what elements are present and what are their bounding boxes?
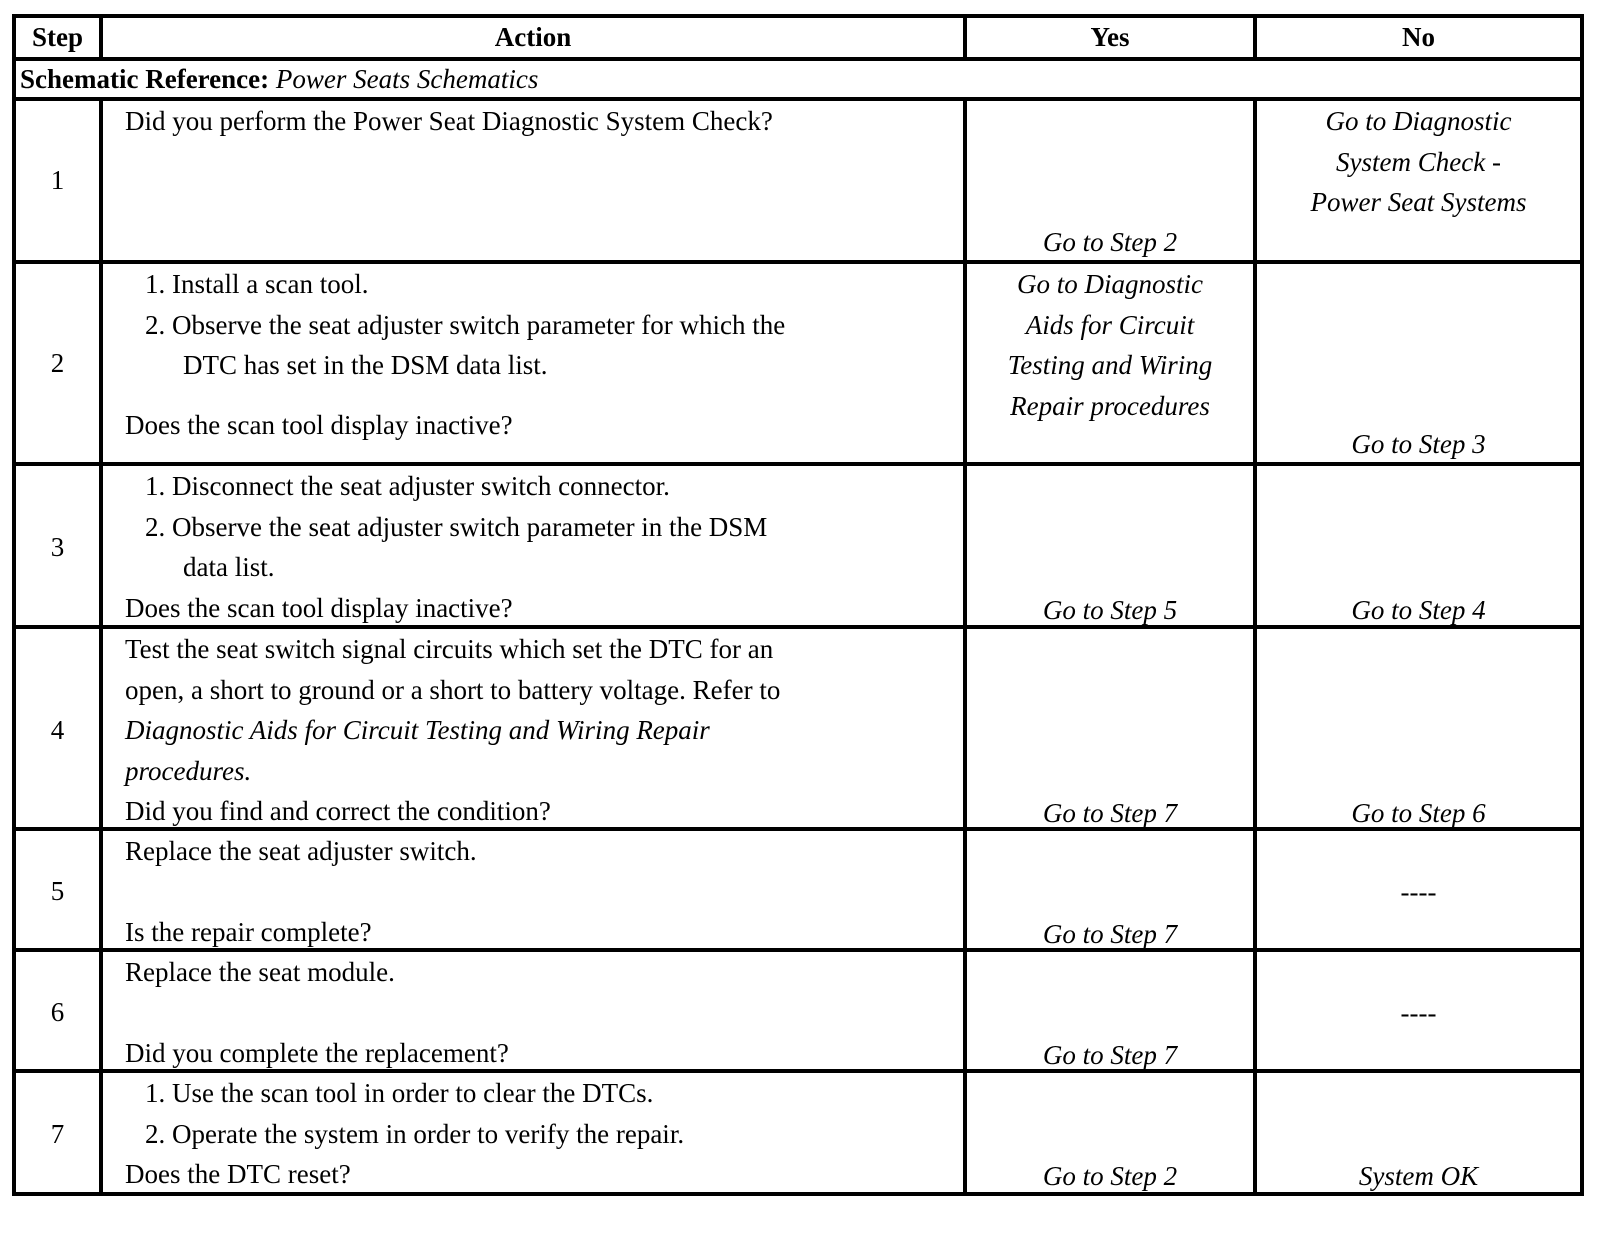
spacer — [125, 993, 957, 1033]
schematic-reference-label: Schematic Reference: — [20, 64, 270, 94]
action-text: Did you perform the Power Seat Diagnostic System Check? — [125, 106, 773, 136]
action-cell — [99, 831, 963, 952]
no-cell — [1253, 101, 1580, 260]
action-question: Did you find and correct the condition? — [125, 796, 551, 826]
action-list-item-continuation: data list. — [183, 552, 275, 582]
action-question: Did you complete the replacement? — [125, 1037, 509, 1068]
yes-link[interactable]: Go to Step 2 — [1042, 1161, 1178, 1191]
yes-cell — [963, 831, 1253, 952]
action-text: Replace the seat adjuster switch. — [125, 836, 477, 866]
action-cell — [99, 952, 963, 1073]
action-list-item: 1. Disconnect the seat adjuster switch connector. — [145, 471, 670, 501]
step-number: 2 — [50, 347, 65, 378]
diagnostic-table — [12, 14, 1584, 1196]
diagnostic-aids-link[interactable] — [125, 710, 957, 791]
no-cell — [1253, 466, 1580, 628]
no-link[interactable]: Go to Step 4 — [1351, 594, 1486, 625]
action-list-item — [125, 305, 957, 386]
action-text: Replace the seat module. — [125, 957, 395, 987]
diagnostic-aids-link-line: procedures. — [125, 755, 252, 786]
table-row — [16, 625, 1580, 827]
action-question: Does the scan tool display inactive? — [125, 592, 513, 623]
no-link-line: Go to Diagnostic — [1325, 106, 1512, 136]
step-number: 7 — [50, 1118, 65, 1149]
action-list-item-text: 2. Observe the seat adjuster switch parameter for which the — [145, 309, 786, 340]
yes-cell — [963, 629, 1253, 832]
spacer — [125, 386, 957, 405]
table-row — [16, 948, 1580, 1069]
header-yes: Yes — [963, 18, 1253, 57]
no-value: System OK — [1358, 1161, 1479, 1191]
no-link[interactable] — [1257, 101, 1580, 223]
action-list-item — [125, 507, 957, 588]
yes-link-line: Aids for Circuit — [1025, 309, 1195, 340]
action-list-item: 1. Use the scan tool in order to clear the DTCs. — [145, 1078, 654, 1108]
yes-cell — [963, 264, 1253, 462]
action-text-line: Test the seat switch signal circuits which set the DTC for an — [125, 634, 774, 664]
action-list-item: 2. Operate the system in order to verify the repair. — [145, 1118, 685, 1149]
step-number: 4 — [50, 715, 65, 745]
schematic-reference-row — [16, 61, 1580, 97]
header-no: No — [1253, 18, 1580, 57]
yes-link[interactable] — [967, 264, 1253, 426]
yes-link[interactable]: Go to Step 7 — [1042, 1039, 1178, 1070]
action-cell — [99, 1073, 963, 1195]
header-step: Step — [31, 22, 83, 52]
yes-cell — [963, 1073, 1253, 1195]
no-link-line: Power Seat Systems — [1310, 187, 1527, 217]
action-question: Does the scan tool display inactive? — [125, 409, 513, 440]
action-list-item-continuation: DTC has set in the DSM data list. — [183, 350, 548, 380]
no-cell — [1253, 831, 1580, 952]
yes-link[interactable]: Go to Step 7 — [1042, 918, 1178, 949]
yes-cell — [963, 101, 1253, 260]
action-cell — [99, 101, 963, 260]
action-cell — [99, 264, 963, 462]
no-link[interactable]: Go to Step 6 — [1351, 798, 1486, 828]
no-value: ---- — [1400, 997, 1437, 1028]
yes-link[interactable]: Go to Step 5 — [1042, 594, 1178, 625]
step-number: 6 — [50, 997, 65, 1028]
no-link-line: System Check - — [1336, 146, 1501, 177]
action-list-item: 1. Install a scan tool. — [145, 269, 369, 299]
no-cell — [1253, 264, 1580, 462]
action-cell — [99, 466, 963, 628]
yes-link[interactable]: Go to Step 2 — [1042, 226, 1178, 257]
table-header-row — [16, 18, 1580, 57]
yes-link[interactable]: Go to Step 7 — [1042, 798, 1178, 828]
table-row — [16, 260, 1580, 462]
header-action: Action — [99, 18, 963, 57]
table-row — [16, 97, 1580, 260]
table-row — [16, 462, 1580, 625]
no-cell — [1253, 952, 1580, 1073]
action-question: Is the repair complete? — [125, 916, 372, 947]
schematic-reference-link[interactable]: Power Seats Schematics — [275, 64, 539, 94]
action-question: Does the DTC reset? — [125, 1159, 351, 1189]
step-number: 3 — [50, 531, 65, 562]
yes-link-line: Go to Diagnostic — [1017, 269, 1203, 299]
no-value: ---- — [1400, 876, 1437, 907]
action-cell — [99, 629, 963, 832]
yes-cell — [963, 466, 1253, 628]
no-cell — [1253, 629, 1580, 832]
no-cell — [1253, 1073, 1580, 1195]
diagnostic-aids-link-line: Diagnostic Aids for Circuit Testing and Wiring Repair — [125, 715, 710, 745]
step-number: 1 — [50, 165, 65, 196]
action-text-line: open, a short to ground or a short to battery voltage. Refer to — [125, 674, 781, 705]
action-list-item-text: 2. Observe the seat adjuster switch parameter in the DSM — [145, 511, 768, 542]
table-row — [16, 827, 1580, 948]
step-number: 5 — [50, 876, 65, 907]
yes-cell — [963, 952, 1253, 1073]
spacer — [125, 872, 957, 912]
yes-link-line: Repair procedures — [1010, 390, 1210, 421]
yes-link-line: Testing and Wiring — [1007, 350, 1213, 380]
no-link[interactable]: Go to Step 3 — [1351, 428, 1486, 459]
table-row — [16, 1069, 1580, 1192]
